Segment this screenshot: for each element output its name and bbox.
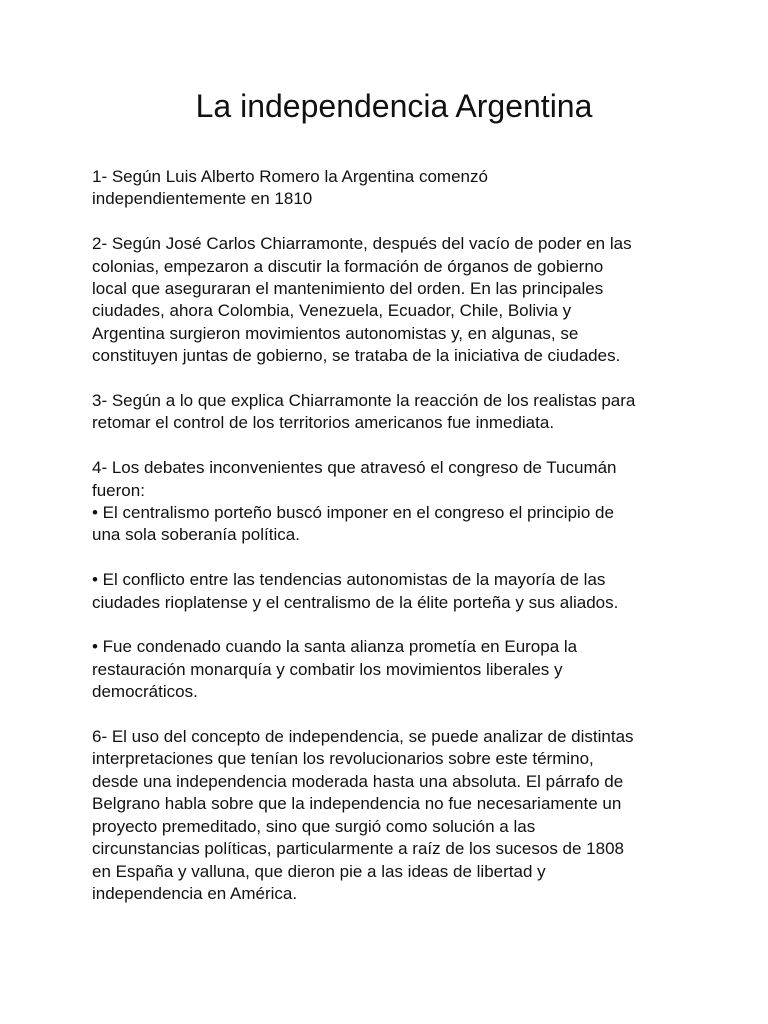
paragraph-6 bbox=[92, 636, 677, 703]
bullet-line: • Fue condenado cuando la santa alianza prometía en Europa la bbox=[92, 637, 578, 657]
text-line: 1- Según Luis Alberto Romero la Argentina comenzó bbox=[92, 167, 488, 186]
text-line: 4- Los debates inconvenientes que atravesó el congreso de Tucumán bbox=[92, 458, 617, 478]
text-line: democráticos. bbox=[92, 682, 198, 702]
paragraph-gap bbox=[92, 704, 677, 726]
paragraph-3 bbox=[92, 390, 677, 435]
paragraph-5 bbox=[92, 569, 677, 614]
bullet-line: • El conflicto entre las tendencias autonomistas de la mayoría de las bbox=[92, 570, 606, 590]
paragraph-4 bbox=[92, 457, 677, 547]
text-line: Belgrano habla sobre que la independencia no fue necesariamente un bbox=[92, 794, 622, 814]
text-line: circunstancias políticas, particularmente a raíz de los sucesos de 1808 bbox=[92, 839, 624, 859]
text-line: 3- Según a lo que explica Chiarramonte la reacción de los realistas para bbox=[92, 391, 636, 411]
document-title: La independencia Argentina bbox=[195, 88, 593, 124]
text-line: independientemente en 1810 bbox=[92, 189, 313, 209]
paragraph-gap bbox=[92, 368, 677, 390]
paragraph-gap bbox=[92, 435, 677, 457]
text-line: restauración monarquía y combatir los movimientos liberales y bbox=[92, 659, 563, 679]
text-line: desde una independencia moderada hasta una absoluta. El párrafo de bbox=[92, 771, 624, 791]
text-line: independencia en América. bbox=[92, 883, 298, 903]
text-line: retomar el control de los territorios americanos fue inmediata. bbox=[92, 413, 555, 433]
text-line: ciudades, ahora Colombia, Venezuela, Ecuador, Chile, Bolivia y bbox=[92, 301, 572, 321]
paragraph-7 bbox=[92, 726, 677, 905]
text-line: colonias, empezaron a discutir la formación de órganos de gobierno bbox=[92, 256, 604, 276]
paragraph-2 bbox=[92, 233, 677, 367]
text-line: en España y valluna, que dieron pie a las ideas de libertad y bbox=[92, 861, 546, 881]
text-line: 2- Según José Carlos Chiarramonte, después del vacío de poder en las bbox=[92, 234, 632, 254]
text-line: proyecto premeditado, sino que surgió como solución a las bbox=[92, 816, 536, 836]
text-line: 6- El uso del concepto de independencia, se puede analizar de distintas bbox=[92, 727, 634, 747]
text-line: una sola soberanía política. bbox=[92, 525, 300, 545]
paragraph-1 bbox=[92, 166, 677, 211]
paragraph-gap bbox=[92, 547, 677, 569]
document-body bbox=[92, 166, 677, 905]
paragraph-gap bbox=[92, 614, 677, 636]
text-line: constituyen juntas de gobierno, se trataba de la iniciativa de ciudades. bbox=[92, 346, 621, 366]
bullet-line: • El centralismo porteño buscó imponer en el congreso el principio de bbox=[92, 503, 614, 523]
text-line: local que aseguraran el mantenimiento del orden. En las principales bbox=[92, 279, 604, 299]
text-line: interpretaciones que tenían los revolucionarios sobre este término, bbox=[92, 749, 594, 769]
paragraph-gap bbox=[92, 211, 677, 233]
text-line: ciudades rioplatense y el centralismo de la élite porteña y sus aliados. bbox=[92, 592, 619, 612]
text-line: fueron: bbox=[92, 480, 145, 500]
text-line: Argentina surgieron movimientos autonomistas y, en algunas, se bbox=[92, 323, 579, 343]
